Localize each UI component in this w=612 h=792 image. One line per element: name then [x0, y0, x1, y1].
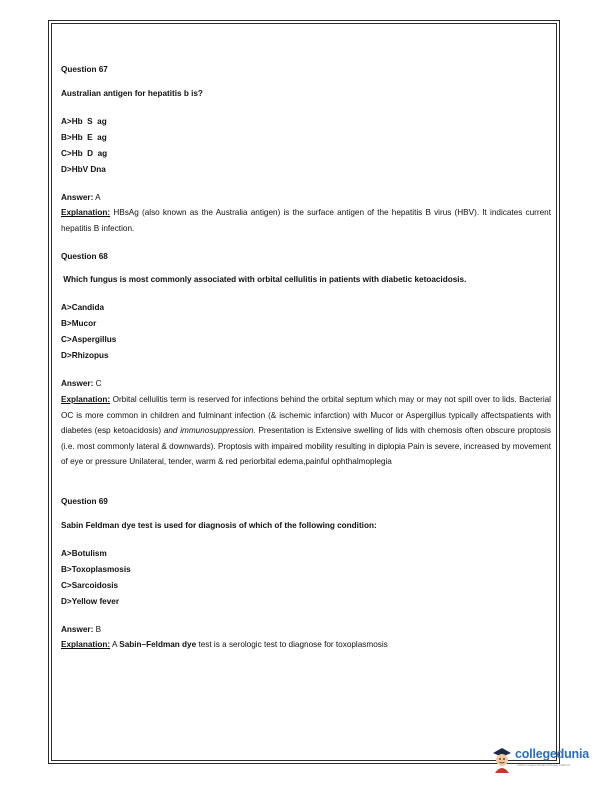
explanation-text: Orbital cellulitis term is reserved for infections behind the orbital septum which may or may not spill over to lids. Bacterial OC is more common in children and fulminant infection (& ischemic infarction) with Mucor or Aspergillus typically affectspatients with diabetes (esp ketoacidosis) [61, 394, 552, 436]
explanation-label: Explanation: [61, 208, 111, 218]
explanation-pre: A [111, 640, 117, 650]
option: A>Hb S ag [61, 116, 107, 126]
document-content [61, 62, 551, 653]
answer-label: Answer: [61, 379, 94, 389]
explanation-italic: and immunosuppression. [163, 426, 256, 436]
option: C>Aspergillus [61, 335, 117, 345]
answer-value: B [95, 624, 102, 634]
explanation [61, 392, 551, 470]
option: C>Sarcoidosis [61, 580, 119, 590]
explanation-post: test is a serologic test to diagnose for toxoplasmosis [198, 640, 388, 650]
answer-line [61, 376, 551, 392]
answer-label: Answer: [61, 192, 94, 202]
question-text-content: Which fungus is most commonly associated with orbital cellulitis in patients with diabetic ketoacidosis. [63, 275, 467, 285]
explanation-label: Explanation: [61, 394, 111, 404]
option: B>Hb E ag [61, 132, 107, 142]
question-title: Question 67 [61, 65, 108, 74]
answer-line [61, 190, 551, 206]
explanation-text-cont: Presentation is Extensive swelling of lids with chemosis often obscure proptosis (i.e. most commonly lateral & downwards). Proptosis with impaired mobility resulting in diplopia Pain is severe, increased by movement of eye or pressure Unilateral, tender, warm & red periorbital edema,painful ophthalmoplegia [61, 426, 551, 467]
question-text: Australian antigen for hepatitis b is? [61, 88, 203, 98]
option: C>Hb D ag [61, 148, 108, 158]
option: D>HbV Dna [61, 164, 106, 174]
option: B>Mucor [61, 319, 97, 329]
mascot-icon [491, 745, 513, 775]
explanation [61, 205, 551, 236]
option: D>Rhizopus [61, 351, 109, 361]
option: D>Yellow fever [61, 596, 120, 606]
logo-tagline: India's Largest Student Review Platform [517, 763, 571, 767]
answer-value: A [95, 192, 101, 202]
explanation-label: Explanation: [61, 640, 111, 650]
explanation-bold: Sabin–Feldman dye [119, 640, 197, 650]
answer-label: Answer: [61, 624, 94, 634]
question-title: Question 69 [61, 496, 108, 506]
option: B>Toxoplasmosis [61, 564, 131, 574]
question-title: Question 68 [61, 251, 108, 261]
answer-line [61, 622, 551, 638]
answer-value: C [95, 379, 102, 389]
logo-text: collegedunia [515, 747, 590, 761]
explanation [61, 637, 551, 653]
option: A>Botulism [61, 548, 107, 558]
question-text: Sabin Feldman dye test is used for diagnosis of which of the following condition: [61, 520, 377, 530]
question-text [61, 272, 551, 288]
collegedunia-logo [491, 745, 609, 777]
explanation-text: HBsAg (also known as the Australia antigen) is the surface antigen of the hepatitis B virus (HBV). It indicates current hepatitis B infection. [61, 208, 551, 233]
option: A>Candida [61, 303, 104, 313]
